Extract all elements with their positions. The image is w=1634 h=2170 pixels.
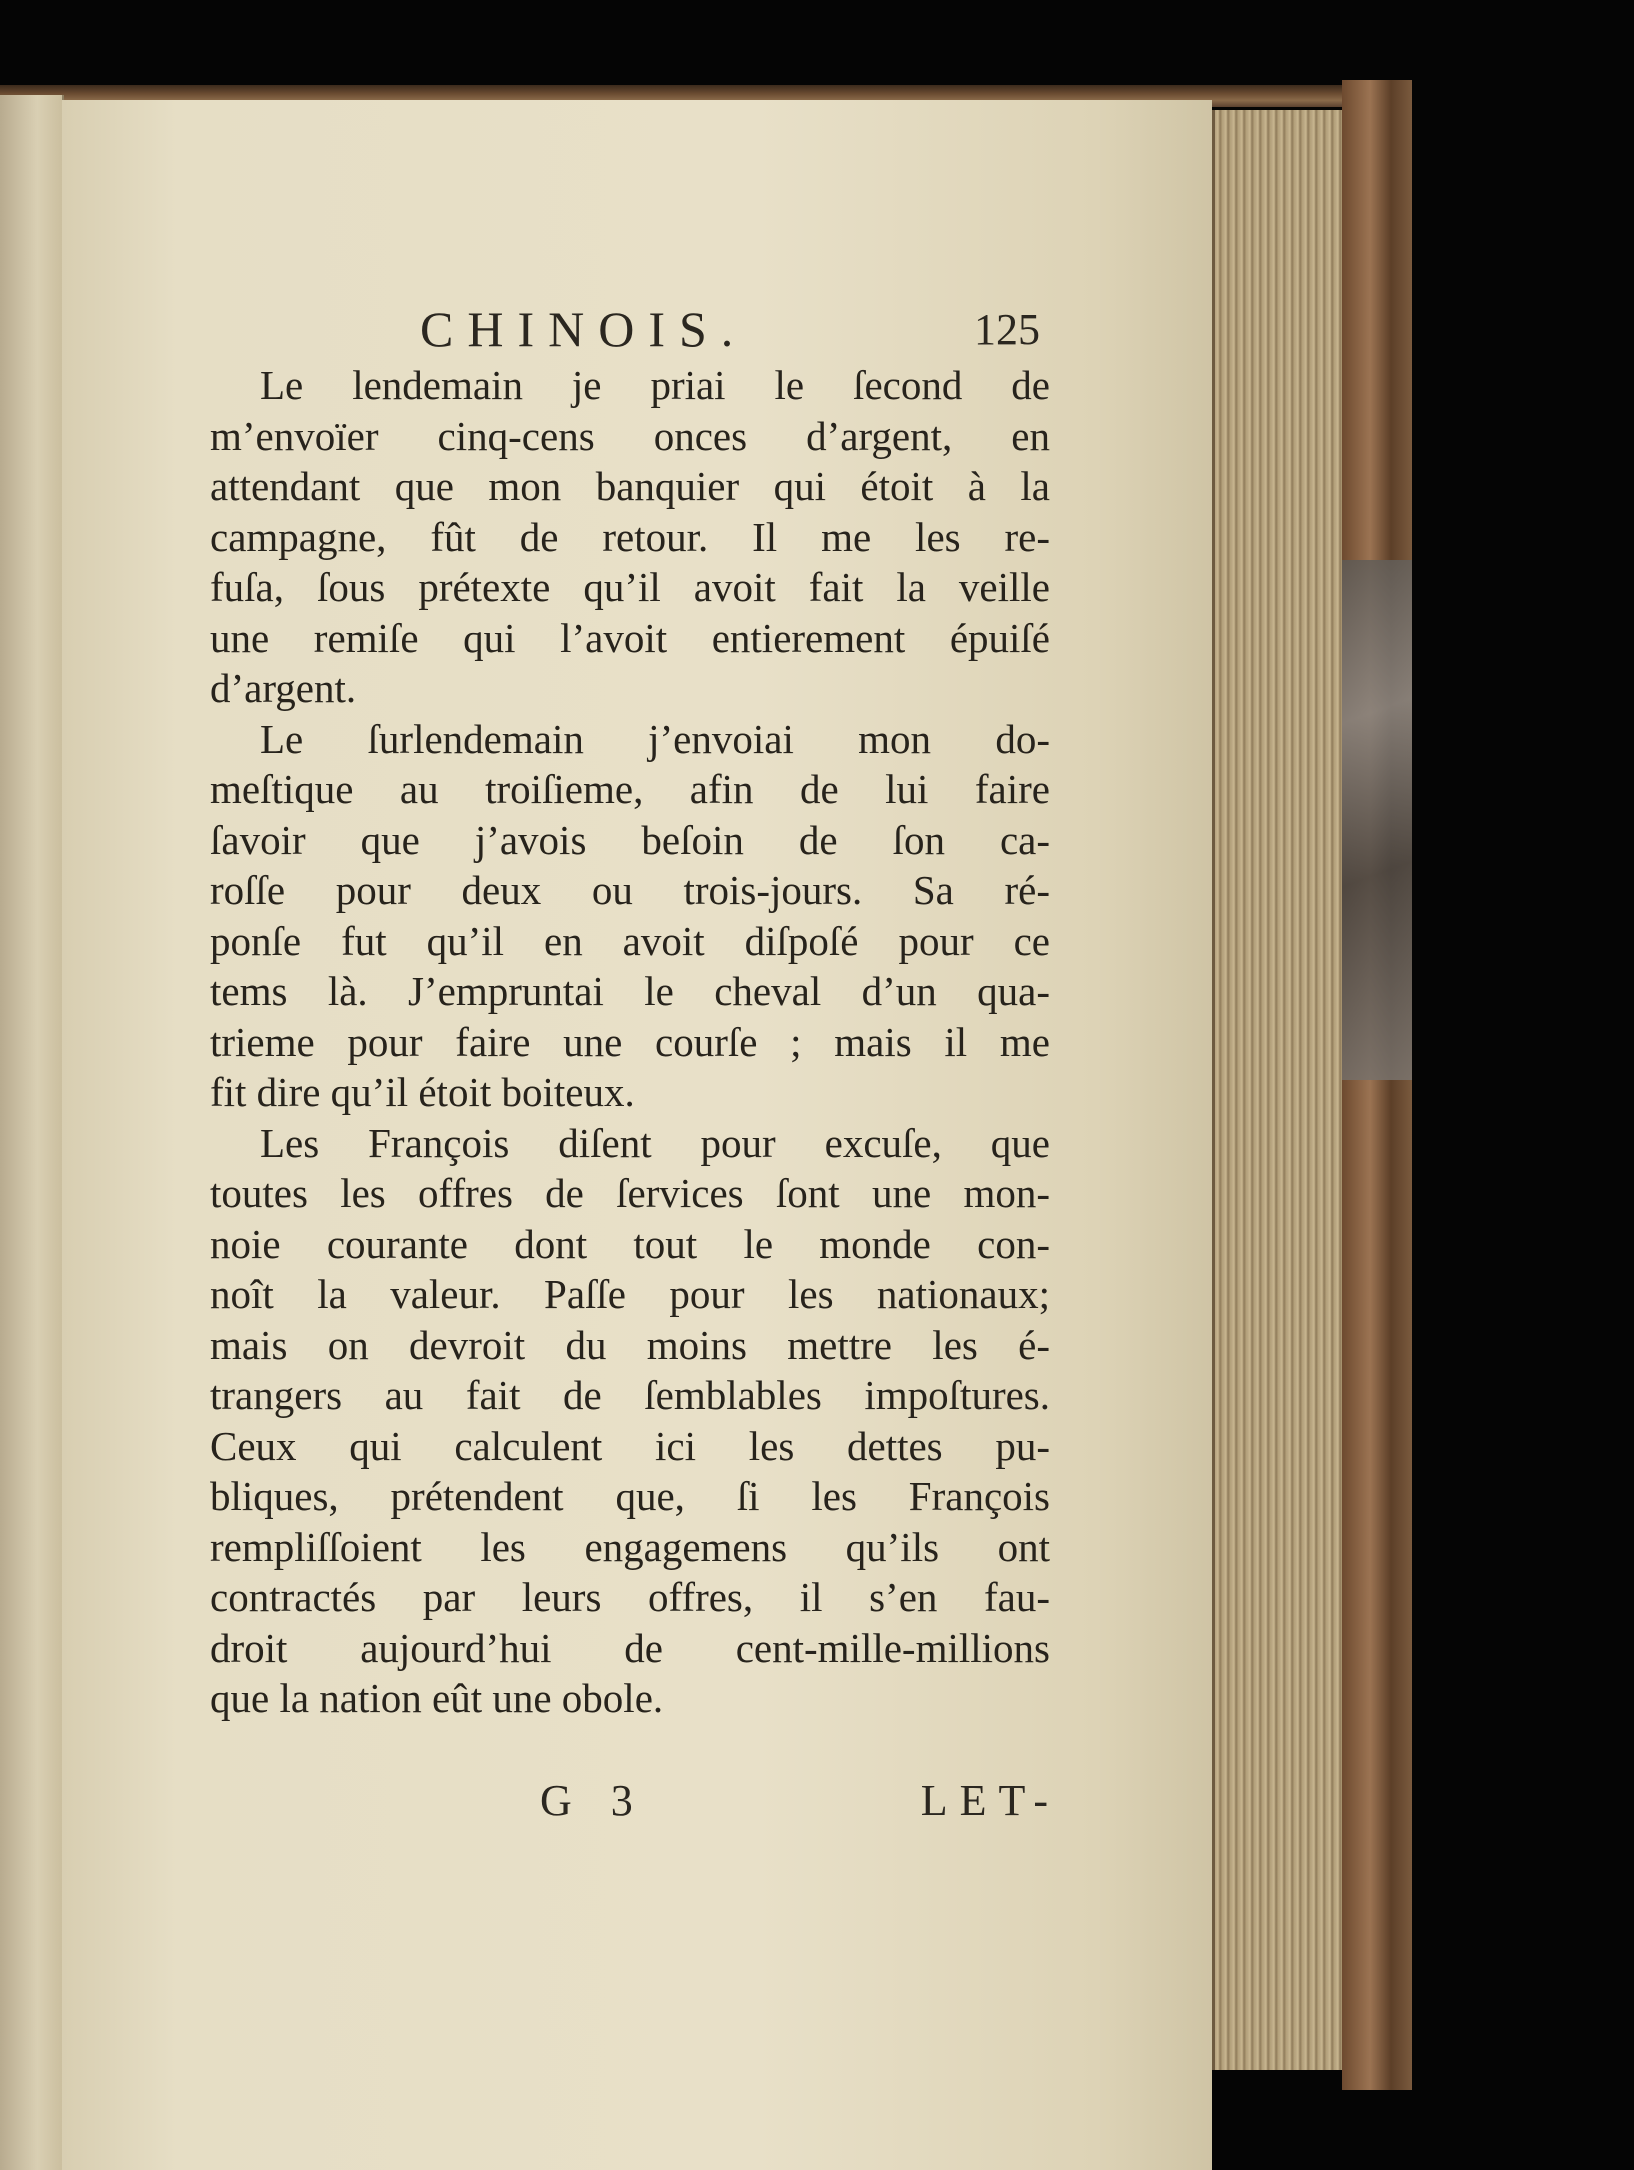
- text-line: Le lendemain je priai le ſecond de: [260, 362, 1050, 408]
- page-number: 125: [974, 305, 1040, 354]
- text-line: rempliſſoient les engagemens qu’ils ont: [210, 1523, 1050, 1570]
- paragraph-3: [210, 1118, 1050, 1724]
- page-footer: [540, 1775, 1060, 1835]
- text-line: ponſe fut qu’il en avoit diſpoſé pour ce: [210, 917, 1050, 964]
- paragraph-2: [210, 714, 1050, 1118]
- signature-mark: G 3: [540, 1776, 647, 1825]
- catchword: LET-: [920, 1776, 1060, 1825]
- text-line: Ceux qui calculent ici les dettes pu-: [210, 1422, 1050, 1469]
- text-line: d’argent.: [210, 665, 357, 711]
- text-line: fit dire qu’il étoit boiteux.: [210, 1069, 635, 1115]
- text-line: Le ſurlendemain j’envoiai mon do-: [260, 715, 1050, 762]
- text-line: trangers au fait de ſemblables impoſtures.: [210, 1372, 1050, 1418]
- text-line: attendant que mon banquier qui étoit à la: [210, 463, 1050, 509]
- text-line: Les François diſent pour excuſe, que: [260, 1119, 1050, 1166]
- body-text: [210, 360, 1050, 1724]
- text-line: noît la valeur. Paſſe pour les nationaux;: [210, 1271, 1050, 1317]
- text-line: trieme pour faire une courſe ; mais il me: [210, 1018, 1050, 1065]
- marbled-cover: [1342, 560, 1412, 1080]
- text-line: droit aujourd’hui de cent-mille-millions: [210, 1624, 1050, 1671]
- book-cover-spine: [1342, 80, 1412, 2090]
- text-line: contractés par leurs offres, il s’en fau-: [210, 1574, 1050, 1620]
- text-line: que la nation eût une obole.: [210, 1675, 664, 1721]
- paragraph-1: [210, 360, 1050, 714]
- text-line: bliques, prétendent que, ſi les François: [210, 1473, 1050, 1519]
- text-line: meſtique au troiſieme, afin de lui faire: [210, 766, 1050, 812]
- running-title: CHINOIS.: [420, 301, 748, 357]
- facing-page-edge: [0, 95, 64, 2170]
- text-line: roſſe pour deux ou trois-jours. Sa ré-: [210, 867, 1050, 913]
- text-line: ſavoir que j’avois beſoin de ſon ca-: [210, 816, 1050, 863]
- text-line: toutes les offres de ſervices ſont une mon-: [210, 1170, 1050, 1216]
- text-line: tems là. J’empruntai le cheval d’un qua-: [210, 968, 1050, 1014]
- text-line: noie courante dont tout le monde con-: [210, 1220, 1050, 1267]
- page-fore-edge: [1212, 110, 1345, 2070]
- text-line: une remiſe qui l’avoit entierement épuiſé: [210, 614, 1050, 661]
- text-line: mais on devroit du moins mettre les é-: [210, 1321, 1050, 1368]
- text-line: fuſa, ſous prétexte qu’il avoit fait la veille: [210, 564, 1050, 610]
- text-line: m’envoïer cinq-cens onces d’argent, en: [210, 412, 1050, 459]
- text-line: campagne, fût de retour. Il me les re-: [210, 513, 1050, 560]
